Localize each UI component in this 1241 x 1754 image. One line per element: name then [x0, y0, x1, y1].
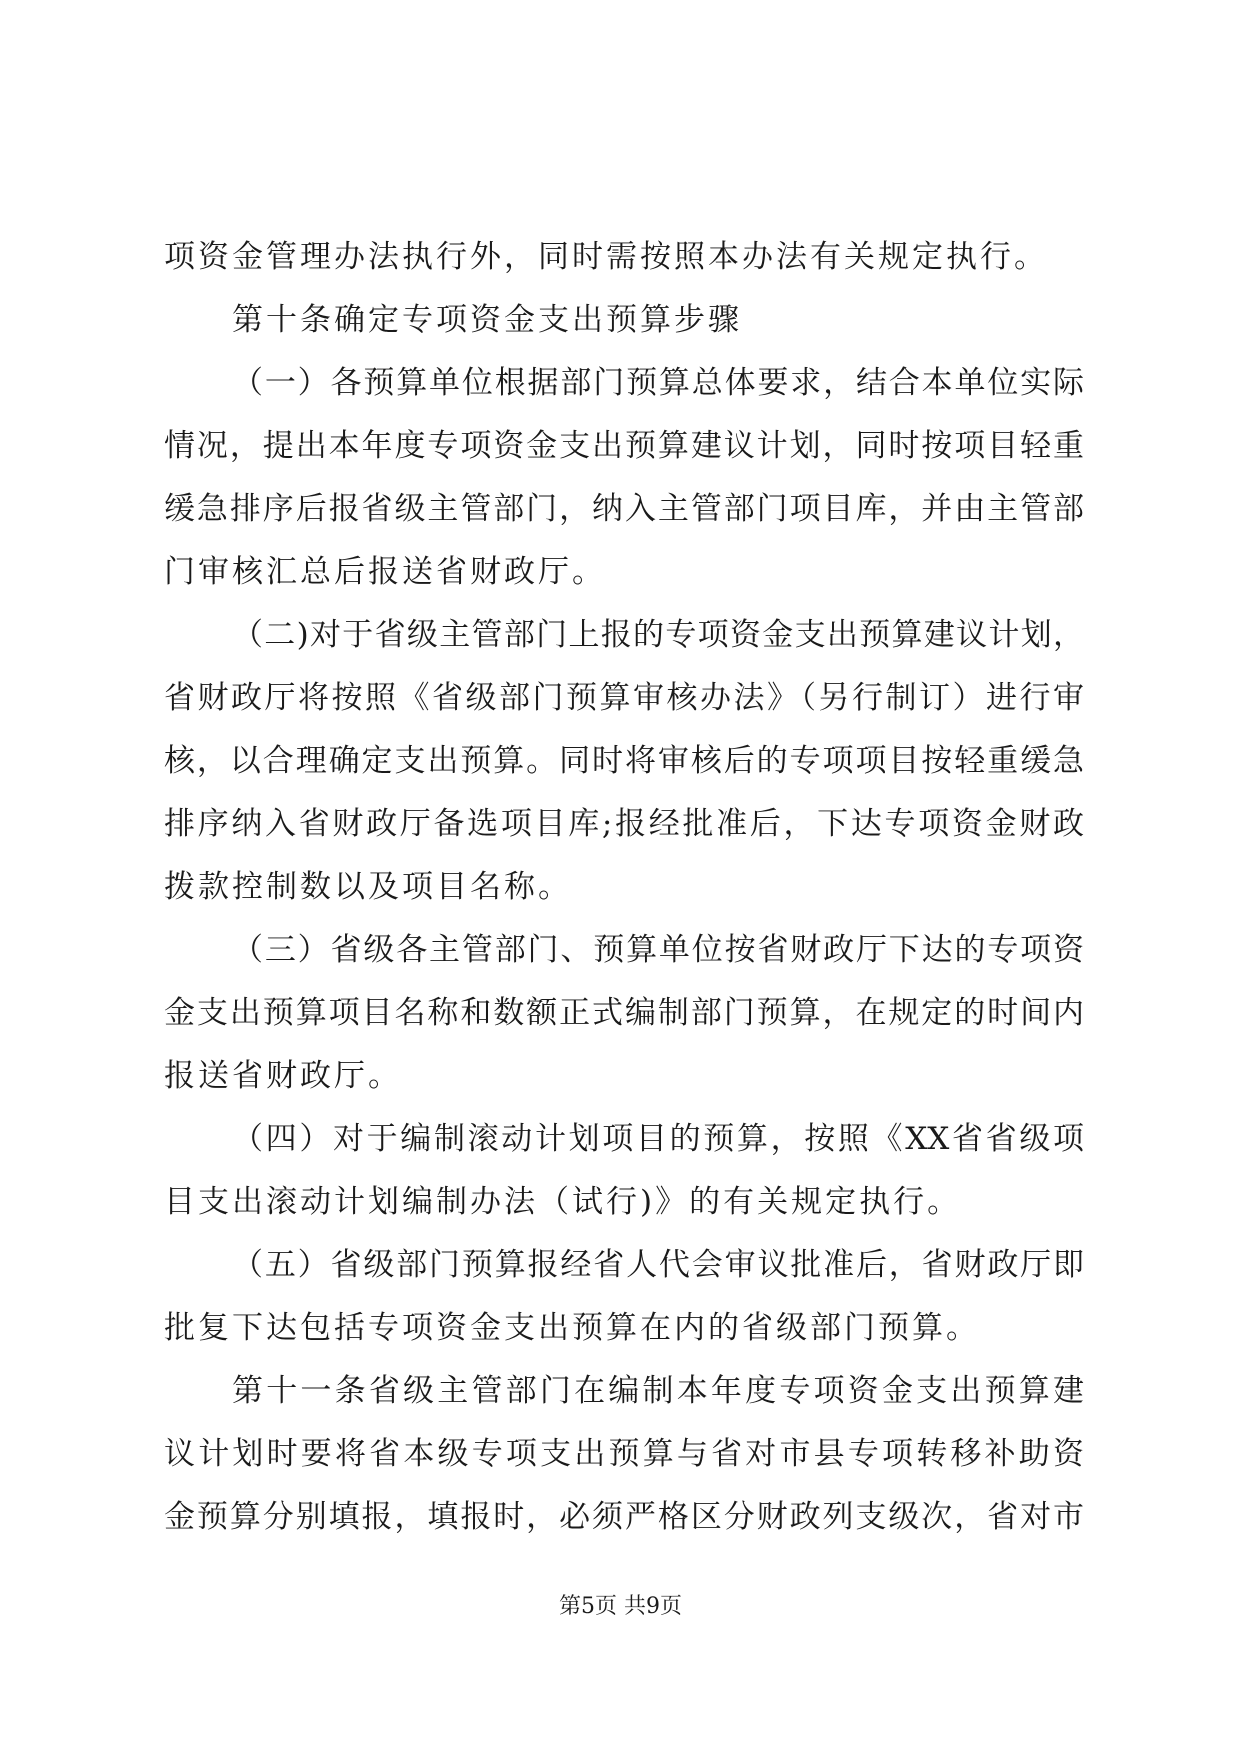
article-heading: 第十条确定专项资金支出预算步骤: [232, 302, 742, 338]
paragraph-line: 缓急排序后报省级主管部门，纳入主管部门项目库，并由主管部: [164, 491, 1084, 527]
paragraph-line: （二)对于省级主管部门上报的专项资金支出预算建议计划，: [232, 617, 1084, 653]
paragraph-line: 金预算分别填报，填报时，必须严格区分财政列支级次，省对市: [164, 1499, 1084, 1535]
paragraph-line: 议计划时要将省本级专项支出预算与省对市县专项转移补助资: [164, 1436, 1084, 1472]
paragraph-line: 排序纳入省财政厅备选项目库;报经批准后，下达专项资金财政: [164, 806, 1084, 842]
article-heading: 第十一条省级主管部门在编制本年度专项资金支出预算建: [232, 1373, 1084, 1409]
paragraph-line: 省财政厅将按照《省级部门预算审核办法》（另行制订）进行审: [164, 680, 1084, 716]
paragraph-line: 金支出预算项目名称和数额正式编制部门预算，在规定的时间内: [164, 995, 1084, 1031]
paragraph-line: 拨款控制数以及项目名称。: [164, 869, 572, 905]
document-body: [164, 226, 1084, 1549]
paragraph-line: （一）各预算单位根据部门预算总体要求，结合本单位实际: [232, 365, 1084, 401]
paragraph-line: 报送省财政厅。: [164, 1058, 402, 1094]
paragraph-line: （四）对于编制滚动计划项目的预算，按照《XX省省级项: [232, 1121, 1084, 1157]
paragraph-line: 批复下达包括专项资金支出预算在内的省级部门预算。: [164, 1310, 980, 1346]
page-number: 第5页 共9页: [559, 1594, 682, 1619]
paragraph-line: 门审核汇总后报送省财政厅。: [164, 554, 606, 590]
paragraph-line: 核，以合理确定支出预算。同时将审核后的专项项目按轻重缓急: [164, 743, 1084, 779]
paragraph-line: （三）省级各主管部门、预算单位按省财政厅下达的专项资: [232, 932, 1084, 968]
paragraph-line: 项资金管理办法执行外，同时需按照本办法有关规定执行。: [164, 239, 1048, 275]
paragraph-line: 目支出滚动计划编制办法（试行)》的有关规定执行。: [164, 1184, 962, 1220]
paragraph-line: （五）省级部门预算报经省人代会审议批准后，省财政厅即: [232, 1247, 1084, 1283]
paragraph-line: 情况，提出本年度专项资金支出预算建议计划，同时按项目轻重: [164, 428, 1084, 464]
